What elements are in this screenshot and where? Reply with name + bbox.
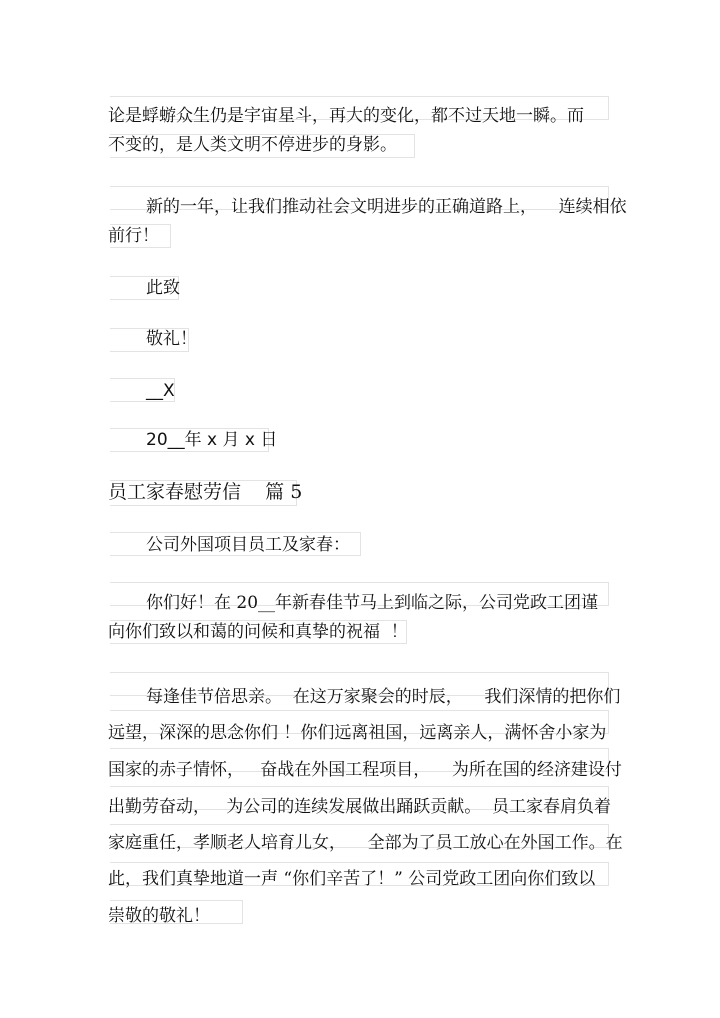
body-line: 此，我们真挚地道一声 “你们辛苦了！” 公司党政工团向你们致以 — [108, 869, 596, 889]
body-line: 每逢佳节倍思亲。 在这万家聚会的时辰， 我们深情的把你们 — [146, 687, 621, 707]
body-line: 国家的赤子情怀， 奋战在外国工程项目， 为所在国的经济建设付 — [108, 760, 622, 780]
body-line: 不变的，是人类文明不停进步的身影。 — [108, 135, 397, 155]
body-line: 你们好！在 20__年新春佳节马上到临之际，公司党政工团谨 — [146, 593, 599, 613]
section-heading: 员工家春慰劳信 篇 5 — [108, 481, 303, 503]
closing-phrase: 此致 — [146, 278, 180, 298]
body-line: 出勤劳奋动， 为公司的连续发展做出踊跃贡献。 员工家春肩负着 — [108, 797, 612, 817]
body-line: 家庭重任，孝顺老人培育儿女， 全部为了员工放心在外国工作。在 — [108, 833, 623, 853]
body-line: 崇敬的敬礼！ — [108, 906, 210, 926]
body-line: 新的一年，让我们推动社会文明进步的正确道路上， 连续相依 — [146, 197, 627, 217]
body-line: 前行！ — [108, 226, 159, 246]
body-line: 远望，深深的思念你们 ！你们远离祖国，远离亲人，满怀舍小家为 — [108, 723, 607, 743]
body-line: 向你们致以和蔼的问候和真挚的祝福 ！ — [108, 622, 408, 642]
date-line: 20__年 x 月 x 日 — [146, 430, 278, 450]
body-line: 论是蜉蝣众生仍是宇宙星斗，再大的变化，都不过天地一瞬。而 — [108, 106, 584, 126]
signature-line: __X — [146, 381, 175, 401]
salutation: 公司外国项目员工及家春： — [146, 535, 350, 555]
closing-salute: 敬礼！ — [146, 329, 197, 349]
